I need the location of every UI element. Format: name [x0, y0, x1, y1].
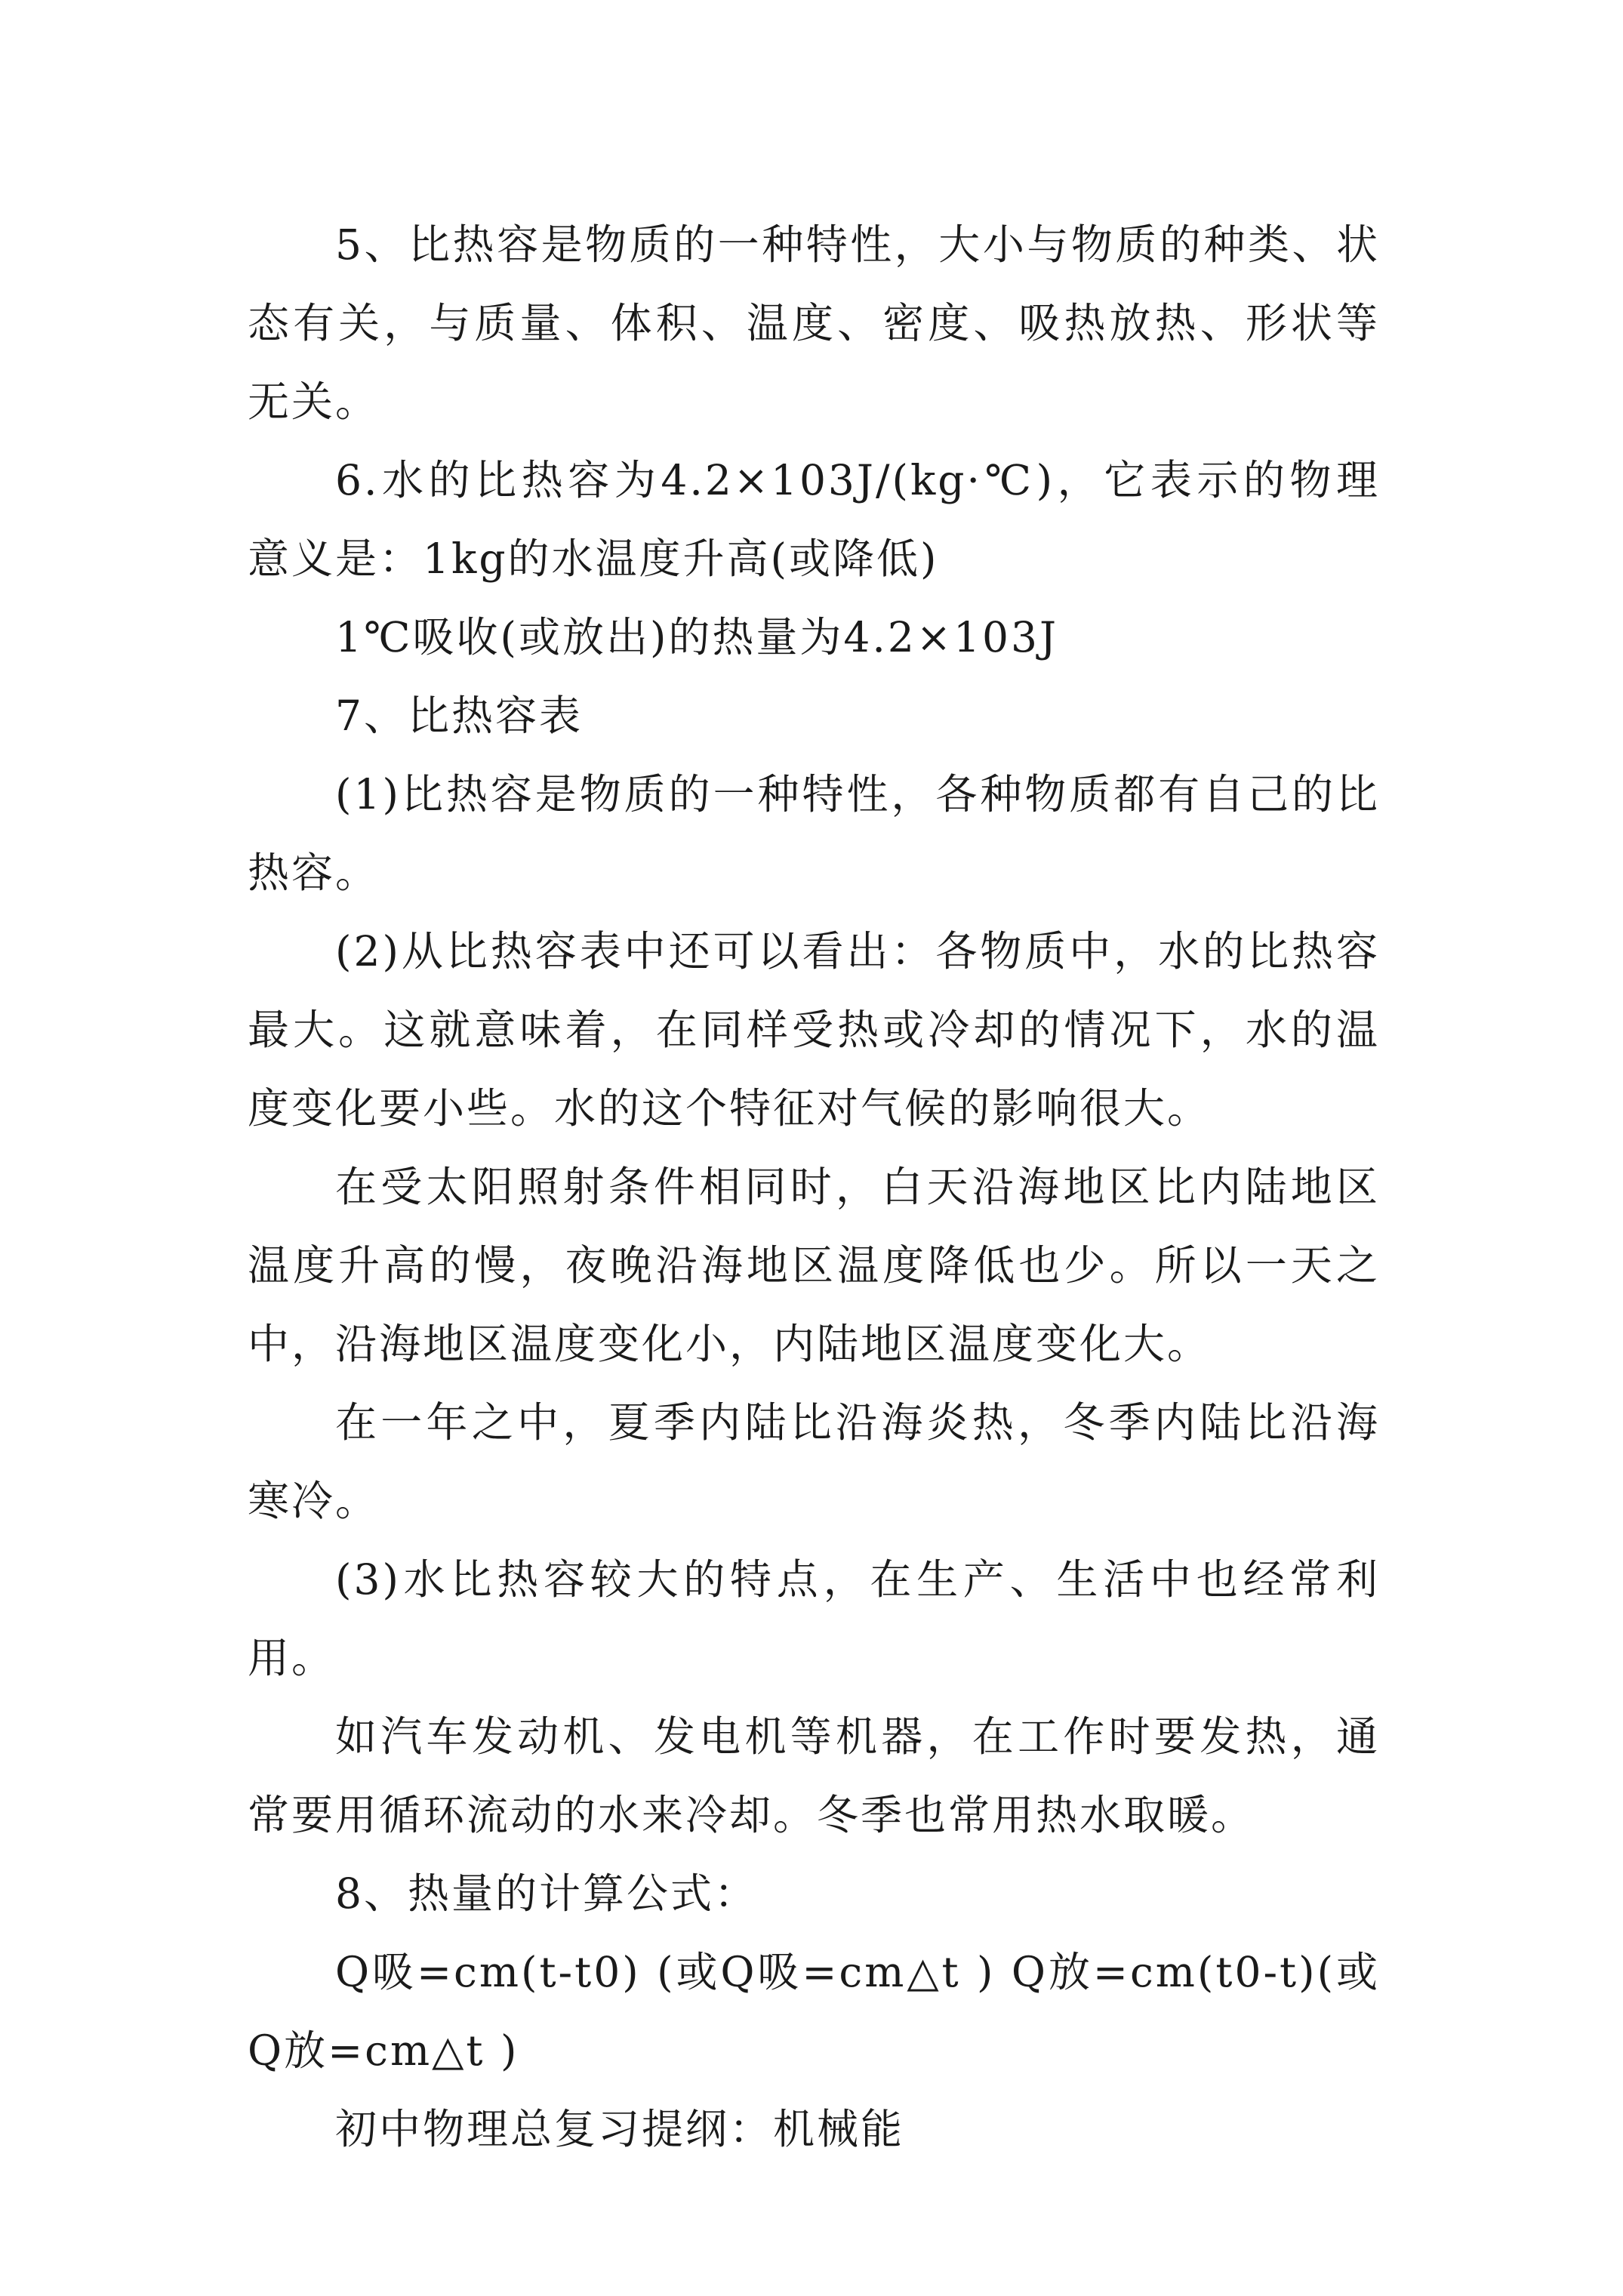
- paragraph-item-2: (2)从比热容表中还可以看出：各物质中，水的比热容最大。这就意味着，在同样受热或冷却的情况下，水的温度变化要小些。水的这个特征对气候的影响很大。: [248, 927, 1380, 1133]
- paragraph-item-3: (3)水比热容较大的特点，在生产、生活中也经常利用。: [248, 1555, 1380, 1682]
- paragraph-engine-cooling: 如汽车发动机、发电机等机器，在工作时要发热，通常要用循环流动的水来冷却。冬季也常用热水取暖。: [248, 1712, 1380, 1839]
- paragraph-heat-absorbed: 1℃吸收(或放出)的热量为4.2×103J: [335, 613, 1059, 661]
- paragraph-seasonal: 在一年之中，夏季内陆比沿海炎热，冬季内陆比沿海寒冷。: [248, 1398, 1380, 1525]
- paragraph-next-section-title: 初中物理总复习提纲：机械能: [335, 2105, 905, 2153]
- paragraph-water-specific-heat: 6.水的比热容为4.2×103J/(kg·℃)，它表示的物理意义是：1kg的水温度升高(或降低): [248, 456, 1380, 583]
- paragraph-item-1: (1)比热容是物质的一种特性，各种物质都有自己的比热容。: [248, 770, 1380, 897]
- paragraph-heading-formula: 8、热量的计算公式：: [335, 1869, 758, 1918]
- paragraph-coastal-inland: 在受太阳照射条件相同时，白天沿海地区比内陆地区温度升高的慢，夜晚沿海地区温度降低也少。所以一天之中，沿海地区温度变化小，内陆地区温度变化大。: [248, 1163, 1380, 1368]
- paragraph-specific-heat-property: 5、比热容是物质的一种特性，大小与物质的种类、状态有关，与质量、体积、温度、密度、吸热放热、形状等无关。: [248, 220, 1380, 426]
- paragraph-heading-table: 7、比热容表: [335, 692, 583, 740]
- document-body: [248, 205, 1380, 2168]
- paragraph-formula: Q吸=cm(t-t0) (或Q吸=cm△t ) Q放=cm(t0-t)(或Q放=cm△t ): [248, 1948, 1380, 2075]
